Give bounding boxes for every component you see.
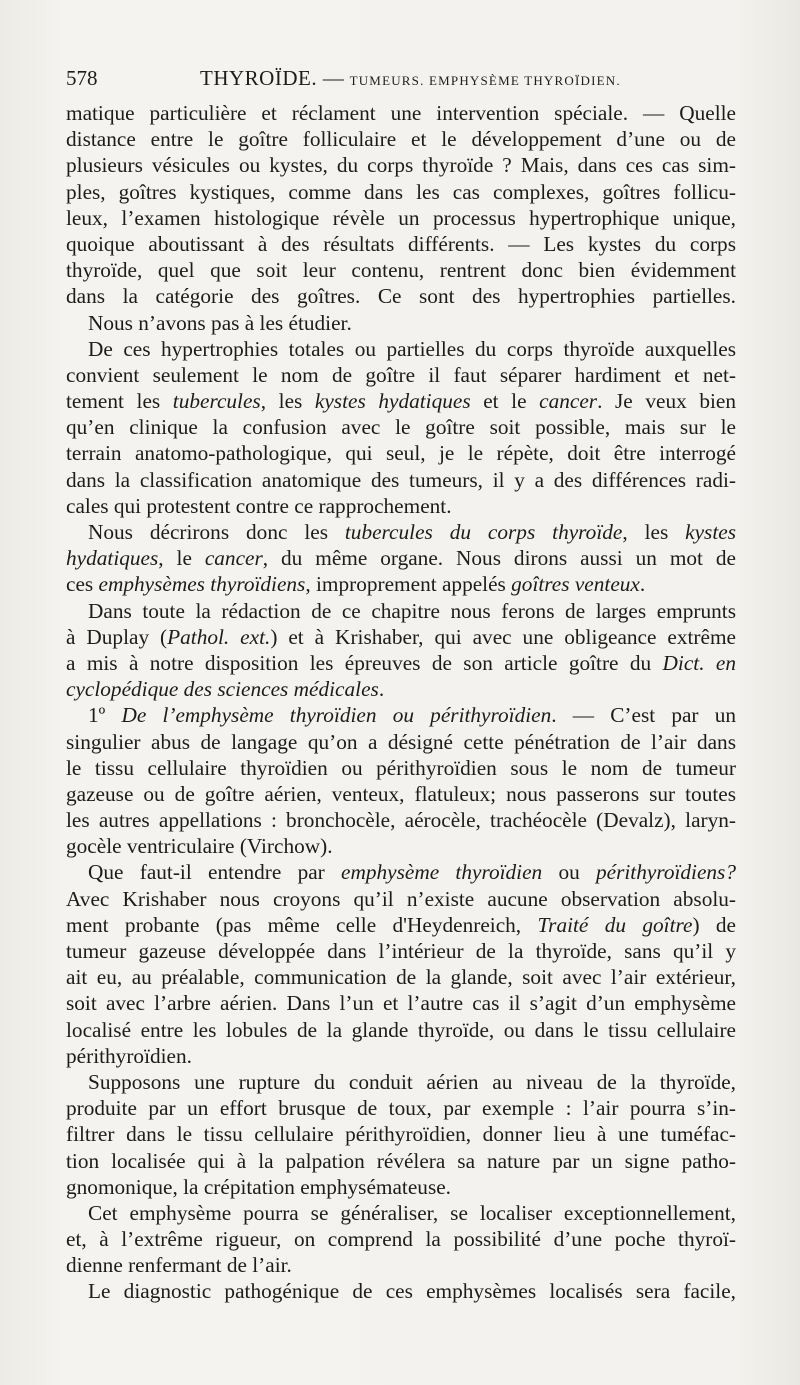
text-segment: 1º: [88, 703, 122, 728]
text-line: [66, 545, 736, 571]
italic-text: cancer: [539, 389, 598, 414]
text-line: [66, 1226, 736, 1252]
text-segment: Avec Krishaber nous croyons qu’il n’existe aucune observation absolu-: [66, 886, 736, 911]
text-line: [66, 467, 736, 493]
text-segment: convient seulement le nom de goître il faut séparer hardiment et net-: [66, 362, 736, 387]
text-segment: cales qui protestent contre ce rapprochement.: [66, 493, 452, 518]
text-segment: périthyroïdien.: [66, 1043, 192, 1068]
text-line: [66, 362, 736, 388]
text-line: [66, 205, 736, 231]
italic-text: goîtres venteux: [511, 572, 640, 597]
text-segment: localisé entre les lobules de la glande thyroïde, ou dans le tissu cellulaire: [66, 1017, 736, 1042]
text-segment: dienne renfermant de l’air.: [66, 1253, 292, 1278]
text-segment: Cet emphysème pourra se généraliser, se localiser exceptionnellement,: [88, 1200, 736, 1225]
text-line: [66, 650, 736, 676]
text-segment: Dans toute la rédaction de ce chapitre nous ferons de larges emprunts: [88, 598, 736, 623]
text-segment: ) et à Krishaber, qui avec une obligeance extrême: [270, 624, 736, 649]
text-line: [66, 1069, 736, 1095]
text-line: [66, 231, 736, 257]
italic-text: emphysèmes thyroïdiens: [98, 572, 306, 597]
text-line: [66, 598, 736, 624]
running-header: [66, 62, 736, 94]
text-segment: Que faut-il entendre par: [88, 860, 342, 885]
text-segment: gnomonique, la crépitation emphysémateuse.: [66, 1174, 452, 1199]
italic-text: périthyroïdiens?: [596, 860, 736, 885]
text-line: [66, 755, 736, 781]
text-segment: Supposons une rupture du conduit aérien au niveau de la thyroïde,: [88, 1069, 736, 1094]
text-line: [66, 938, 736, 964]
text-segment: matique particulière et réclament une intervention spéciale. — Quelle: [66, 101, 736, 125]
running-title-main: THYROÏDE. —: [200, 66, 345, 90]
text-line: [66, 676, 736, 702]
text-segment: singulier abus de langage qu’on a désigné cette pénétration de l’air dans: [66, 729, 736, 754]
text-line: [66, 257, 736, 283]
text-line: [66, 310, 736, 336]
text-line: [66, 152, 736, 178]
italic-text: kystes hydatiques: [314, 389, 471, 414]
body-text: [66, 100, 736, 1305]
text-segment: . — C’est par un: [551, 703, 736, 728]
text-line: [66, 781, 736, 807]
italic-text: cancer: [204, 546, 263, 571]
text-segment: ces: [66, 572, 99, 597]
text-line: [66, 126, 736, 152]
text-segment: à Duplay (: [66, 624, 168, 649]
text-line: [66, 388, 736, 414]
italic-text: hydatiques: [66, 546, 159, 571]
text-line: [66, 1121, 736, 1147]
text-segment: , les: [260, 389, 315, 414]
italic-text: Dict. en: [662, 650, 736, 675]
text-segment: . Je veux bien: [597, 389, 736, 414]
text-segment: , le: [158, 546, 205, 571]
text-segment: quoique aboutissant à des résultats différents. — Les kystes du corps: [66, 231, 736, 256]
text-segment: filtrer dans le tissu cellulaire périthyroïdien, donner lieu à une tuméfac-: [66, 1122, 736, 1147]
text-line: [66, 1278, 736, 1304]
italic-text: emphysème thyroïdien: [341, 860, 543, 885]
italic-text: De l’emphysème thyroïdien ou périthyroïdien: [121, 703, 552, 728]
text-segment: plusieurs vésicules ou kystes, du corps thyroïde ? Mais, dans ces cas sim-: [66, 153, 736, 178]
text-line: [66, 1017, 736, 1043]
text-line: [66, 571, 736, 597]
text-line: [66, 1043, 736, 1069]
text-segment: dans la classification anatomique des tumeurs, il y a des différences radi-: [66, 467, 736, 492]
text-segment: ) de: [692, 912, 736, 937]
text-line: [66, 100, 736, 126]
text-segment: thyroïde, quel que soit leur contenu, rentrent donc bien évidemment: [66, 258, 736, 283]
text-segment: ou: [542, 860, 596, 885]
italic-text: cyclopédique des sciences médicales: [66, 677, 379, 702]
text-segment: les autres appellations : bronchocèle, aérocèle, trachéocèle (Devalz), laryn-: [66, 808, 736, 833]
text-segment: ples, goîtres kystiques, comme dans les cas complexes, goîtres follicu-: [66, 179, 736, 204]
text-segment: tement les: [66, 389, 173, 414]
text-line: [66, 702, 736, 728]
text-segment: Le diagnostic pathogénique de ces emphysèmes localisés sera facile,: [88, 1279, 736, 1304]
italic-text: Pathol. ext.: [167, 624, 271, 649]
text-line: [66, 990, 736, 1016]
text-line: [66, 729, 736, 755]
text-segment: .: [639, 572, 646, 597]
text-segment: , improprement appelés: [305, 572, 512, 597]
text-segment: , du même organe. Nous dirons aussi un mot de: [262, 546, 736, 571]
running-title-subtitle: TUMEURS. EMPHYSÈME THYROÏDIEN.: [349, 73, 621, 88]
italic-text: Traité du goître: [537, 912, 693, 937]
text-segment: gazeuse ou de goître aérien, venteux, flatuleux; nous passerons sur toutes: [66, 781, 736, 806]
italic-text: tubercules: [172, 389, 261, 414]
text-line: [66, 440, 736, 466]
text-line: [66, 886, 736, 912]
page-number: 578: [66, 66, 98, 90]
text-segment: dans la catégorie des goîtres. Ce sont des hypertrophies partielles.: [66, 284, 736, 309]
text-line: [66, 912, 736, 938]
text-segment: De ces hypertrophies totales ou partielles du corps thyroïde auxquelles: [88, 336, 736, 361]
text-line: [66, 859, 736, 885]
text-segment: tumeur gazeuse développée dans l’intérieur de la thyroïde, sans qu’il y: [66, 939, 736, 963]
text-segment: , les: [622, 520, 686, 544]
text-line: [66, 493, 736, 519]
text-segment: leux, l’examen histologique révèle un processus hypertrophique unique,: [66, 205, 736, 230]
text-segment: a mis à notre disposition les épreuves de son article goître du: [66, 650, 663, 675]
italic-text: tubercules du corps thyroïde: [344, 520, 623, 544]
text-line: [66, 1095, 736, 1121]
text-segment: distance entre le goître folliculaire et le développement d’une ou de: [66, 127, 736, 152]
text-line: [66, 336, 736, 362]
text-line: [66, 283, 736, 309]
text-line: [66, 179, 736, 205]
text-segment: Nous décrirons donc les: [88, 520, 345, 544]
text-segment: le tissu cellulaire thyroïdien ou périthyroïdien sous le nom de tumeur: [66, 755, 736, 780]
text-line: [66, 414, 736, 440]
text-segment: qu’en clinique la confusion avec le goître soit possible, mais sur le: [66, 415, 736, 440]
text-line: [66, 1174, 736, 1200]
text-line: [66, 833, 736, 859]
text-segment: soit avec l’arbre aérien. Dans l’un et l’autre cas il s’agit d’un emphysème: [66, 991, 736, 1016]
text-line: [66, 964, 736, 990]
text-segment: et le: [470, 389, 540, 414]
text-segment: produite par un effort brusque de toux, par exemple : l’air pourra s’in-: [66, 1096, 736, 1121]
text-line: [66, 1200, 736, 1226]
text-segment: terrain anatomo-pathologique, qui seul, je le répète, doit être interrogé: [66, 441, 736, 466]
text-line: [66, 519, 736, 545]
text-line: [66, 624, 736, 650]
text-segment: et, à l’extrême rigueur, on comprend la possibilité d’une poche thyroï-: [66, 1227, 736, 1252]
running-title: [200, 62, 621, 97]
italic-text: kystes: [685, 520, 736, 544]
text-line: [66, 1148, 736, 1174]
text-line: [66, 807, 736, 833]
text-segment: gocèle ventriculaire (Virchow).: [66, 834, 333, 859]
text-segment: Nous n’avons pas à les étudier.: [88, 310, 352, 335]
text-segment: ment probante (pas même celle d'Heydenreich,: [66, 912, 538, 937]
text-segment: tion localisée qui à la palpation révélera sa nature par un signe patho-: [66, 1148, 736, 1173]
text-line: [66, 1252, 736, 1278]
text-segment: ait eu, au préalable, communication de la glande, soit avec l’air extérieur,: [66, 965, 736, 990]
text-segment: .: [378, 677, 385, 702]
